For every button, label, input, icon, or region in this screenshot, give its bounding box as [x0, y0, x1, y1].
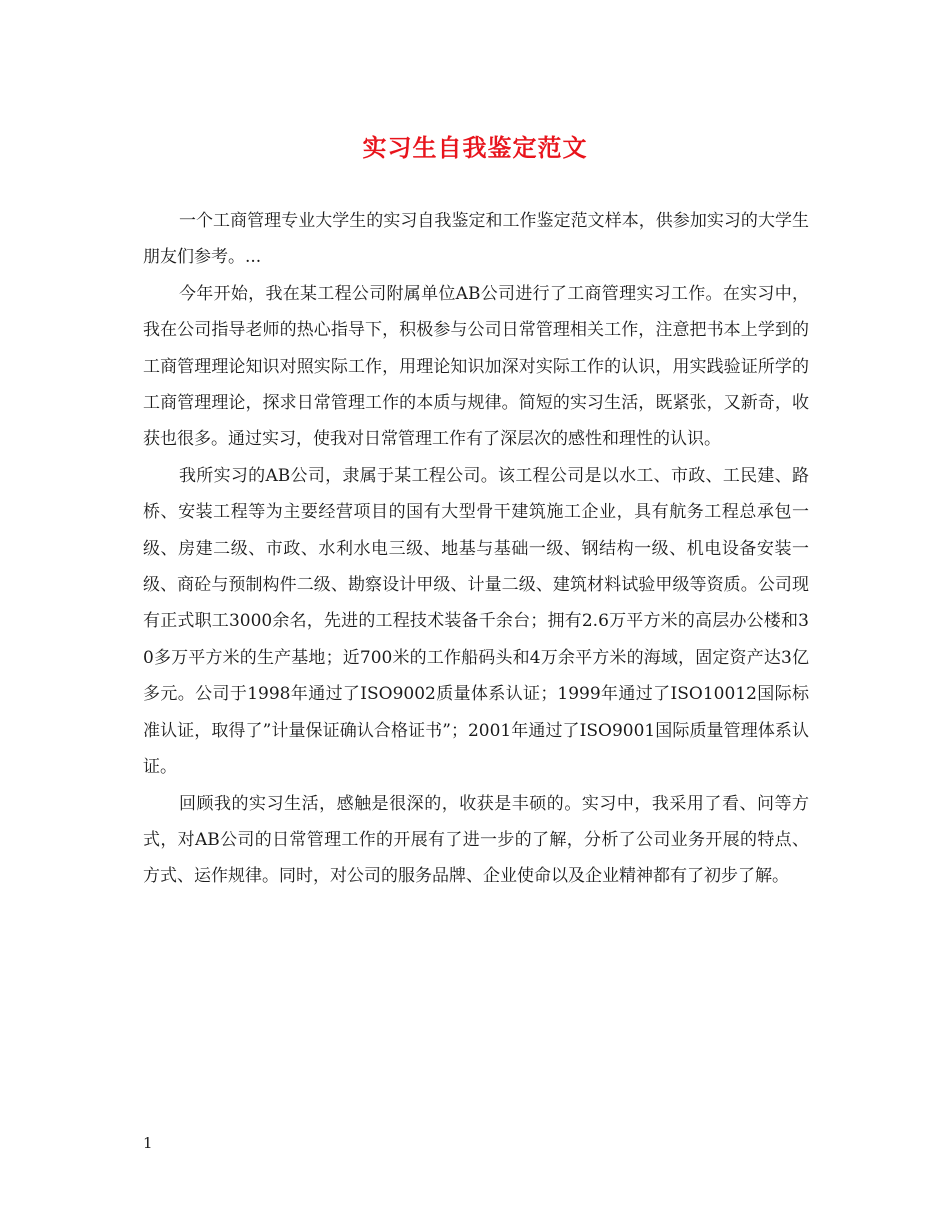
document-title: 实习生自我鉴定范文 [362, 133, 588, 162]
paragraph-internship-overview: 今年开始，我在某工程公司附属单位AB公司进行了工商管理实习工作。在实习中，我在公司指导老师的热心指导下，积极参与公司日常管理相关工作，注意把书本上学到的工商管理理论知识对照实际工作，用理论知识加深对实际工作的认识，用实践验证所学的工商管理理论，探求日常管理工作的本质与规律。简短的实习生活，既紧张，又新奇，收获也很多。通过实习，使我对日常管理工作有了深层次的感性和理性的认识。 [143, 283, 809, 450]
paragraph-company-profile: 我所实习的AB公司，隶属于某工程公司。该工程公司是以水工、市政、工民建、路桥、安装工程等为主要经营项目的国有大型骨干建筑施工企业，具有航务工程总承包一级、房建二级、市政、水利水电三级、地基与基础一级、钢结构一级、机电设备安装一级、商砼与预制构件二级、勘察设计甲级、计量二级、建筑材料试验甲级等资质。公司现有正式职工3000余名，先进的工程技术装备千余台；拥有2.6万平方米的高层办公楼和30多万平方米的生产基地；近700米的工作船码头和4万余平方米的海域，固定资产达3亿多元。公司于1998年通过了ISO9002质量体系认证；1999年通过了ISO10012国际标准认证，取得了”计量保证确认合格证书”；2001年通过了ISO9001国际质量管理体系认证。 [143, 465, 809, 778]
paragraph-reflection: 回顾我的实习生活，感触是很深的，收获是丰硕的。实习中，我采用了看、问等方式，对AB公司的日常管理工作的开展有了进一步的了解，分析了公司业务开展的特点、方式、运作规律。同时，对公司的服务品牌、企业使命以及企业精神都有了初步了解。 [143, 793, 809, 887]
paragraph-intro: 一个工商管理专业大学生的实习自我鉴定和工作鉴定范文样本，供参加实习的大学生朋友们参考。... [143, 211, 809, 268]
document-body [143, 203, 809, 895]
page-number: 1 [143, 1134, 153, 1152]
